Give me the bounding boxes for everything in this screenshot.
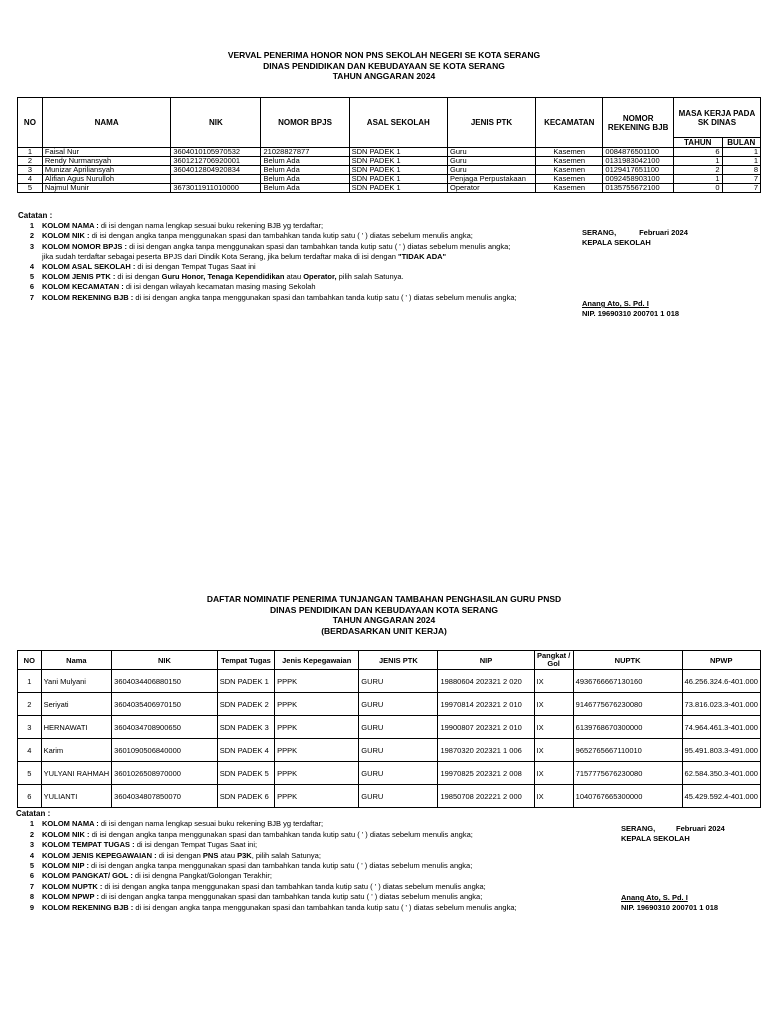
- cell-nik: 3601212706920001: [171, 157, 261, 166]
- cell-pangkat: IX: [534, 739, 573, 762]
- cell-nik: 3604034807850070: [112, 785, 218, 808]
- header-tahun: TAHUN: [673, 138, 722, 148]
- cell-tempat: SDN PADEK 4: [217, 739, 274, 762]
- cell-no: 5: [18, 762, 42, 785]
- cell-nik: 3604010105970532: [171, 148, 261, 157]
- cell-tempat: SDN PADEK 5: [217, 762, 274, 785]
- cell-kecamatan: Kasemen: [536, 184, 603, 193]
- header-pangkat: Pangkat / Gol: [534, 651, 573, 670]
- sign-nip: NIP. 19690310 200701 1 018: [582, 309, 680, 318]
- cell-nuptk: 4936766667130160: [573, 670, 682, 693]
- cell-rekening: 0084876501100: [603, 148, 673, 157]
- header-nip: NIP: [438, 651, 534, 670]
- cell-nama: YULIANTI: [41, 785, 112, 808]
- cell-ptk: Guru: [448, 157, 536, 166]
- doc2-notes: [18, 809, 578, 913]
- cell-npwp: 62.584.350.3-401.000: [682, 762, 760, 785]
- table-row: [18, 166, 761, 175]
- table-row: [18, 693, 761, 716]
- doc1-title-line: TAHUN ANGGARAN 2024: [332, 71, 436, 81]
- doc2-title-line: DAFTAR NOMINATIF PENERIMA TUNJANGAN TAMBAHAN PENGHASILAN GURU PNSD: [206, 594, 562, 604]
- header-nama: NAMA: [42, 98, 170, 148]
- sign-role: KEPALA SEKOLAH: [582, 238, 651, 247]
- cell-bulan: 7: [722, 184, 760, 193]
- doc1-table: [17, 97, 761, 193]
- doc1-title: [0, 50, 768, 82]
- cell-no: 1: [18, 148, 43, 157]
- cell-pangkat: IX: [534, 785, 573, 808]
- note-continuation: jika sudah terdaftar sebagai peserta BPJS dari Dindik Kota Serang, jika belum terdaftar maka di isi dengan "TIDAK ADA": [42, 251, 447, 261]
- cell-nuptk: 9146775676230080: [573, 693, 682, 716]
- cell-sekolah: SDN PADEK 1: [349, 157, 447, 166]
- cell-nuptk: 1040767665300000: [573, 785, 682, 808]
- cell-nama: Karim: [41, 739, 112, 762]
- header-nuptk: NUPTK: [573, 651, 682, 670]
- note-item: 5 KOLOM JENIS PTK : di isi dengan Guru Honor, Tenaga Kependidikan atau Operator, pilih salah Satunya.: [29, 272, 404, 282]
- cell-nuptk: 7157775676230080: [573, 762, 682, 785]
- cell-nip: 19900807 202321 2 010: [438, 716, 534, 739]
- cell-tempat: SDN PADEK 2: [217, 693, 274, 716]
- cell-pangkat: IX: [534, 670, 573, 693]
- cell-no: 3: [18, 166, 43, 175]
- doc2-title-line: TAHUN ANGGARAN 2024: [332, 615, 436, 625]
- cell-tahun: 6: [673, 148, 722, 157]
- cell-nuptk: 6139768670300000: [573, 716, 682, 739]
- cell-bpjs: Belum Ada: [261, 157, 349, 166]
- notes-title: Catatan :: [16, 809, 51, 818]
- note-item: 7 KOLOM REKENING BJB : di isi dengan angka tanpa menggunakan spasi dan tambahkan tanda kutip satu ( ' ) diatas sebelum menulis angka;: [29, 292, 517, 302]
- cell-pangkat: IX: [534, 762, 573, 785]
- note-item: 6 KOLOM PANGKAT/ GOL : di isi dengna Pangkat/Golongan Terakhir;: [29, 871, 272, 881]
- cell-jenis: PPPK: [275, 670, 359, 693]
- cell-nuptk: 9652765667110010: [573, 739, 682, 762]
- cell-bpjs: Belum Ada: [261, 175, 349, 184]
- cell-rekening: 0092458903100: [603, 175, 673, 184]
- cell-bulan: 8: [722, 166, 760, 175]
- cell-nama: Yani Mulyani: [41, 670, 112, 693]
- doc1-signature-name: [582, 299, 679, 319]
- cell-nik: [171, 175, 261, 184]
- cell-kecamatan: Kasemen: [536, 157, 603, 166]
- note-item: 5 KOLOM NIP : di isi dengan angka tanpa menggunakan spasi dan tambahkan tanda kutip satu ( ' ) diatas sebelum menulis angka;: [29, 861, 473, 871]
- header-bulan: BULAN: [722, 138, 760, 148]
- cell-nama: Seriyati: [41, 693, 112, 716]
- cell-nip: 19970825 202321 2 008: [438, 762, 534, 785]
- doc1-notes: [18, 211, 578, 303]
- cell-nama: HERNAWATI: [41, 716, 112, 739]
- note-item: 3 KOLOM TEMPAT TUGAS : di isi dengan Tempat Tugas Saat ini;: [29, 840, 258, 850]
- cell-bpjs: Belum Ada: [261, 166, 349, 175]
- doc2-title: [0, 594, 768, 636]
- header-npwp: NPWP: [682, 651, 760, 670]
- cell-nama: Najmul Munir: [42, 184, 170, 193]
- header-jenis-kepegawaian: Jenis Kepegawaian: [275, 651, 359, 670]
- table-row: [18, 175, 761, 184]
- cell-rekening: 0135755672100: [603, 184, 673, 193]
- cell-sekolah: SDN PADEK 1: [349, 175, 447, 184]
- header-jenis-ptk: JENIS PTK: [448, 98, 536, 148]
- cell-tahun: 2: [673, 166, 722, 175]
- cell-nip: 19880604 202321 2 020: [438, 670, 534, 693]
- cell-bulan: 1: [722, 157, 760, 166]
- cell-sekolah: SDN PADEK 1: [349, 148, 447, 157]
- table-row: [18, 148, 761, 157]
- cell-kecamatan: Kasemen: [536, 175, 603, 184]
- note-item: 7 KOLOM NUPTK : di isi dengan angka tanpa menggunakan spasi dan tambahkan tanda kutip satu ( ' ) diatas sebelum menulis angka;: [29, 881, 486, 891]
- cell-tahun: 1: [673, 157, 722, 166]
- table-row: [18, 739, 761, 762]
- cell-nik: 3673011911010000: [171, 184, 261, 193]
- cell-tempat: SDN PADEK 1: [217, 670, 274, 693]
- cell-jenis: PPPK: [275, 785, 359, 808]
- cell-nama: YULYANI RAHMAH: [41, 762, 112, 785]
- cell-ptk: GURU: [359, 670, 438, 693]
- cell-tempat: SDN PADEK 3: [217, 716, 274, 739]
- header-bpjs: NOMOR BPJS: [261, 98, 349, 148]
- note-item: 8 KOLOM NPWP : di isi dengan angka tanpa menggunakan spasi dan tambahkan tanda kutip satu ( ' ) diatas sebelum menulis angka;: [29, 892, 483, 902]
- cell-ptk: Operator: [448, 184, 536, 193]
- cell-no: 4: [18, 175, 43, 184]
- cell-nik: 3604034708900650: [112, 716, 218, 739]
- note-item: 6 KOLOM KECAMATAN : di isi dengan wilayah kecamatan masing masing Sekolah: [29, 282, 316, 292]
- cell-nama: Alifian Agus Nurulloh: [42, 175, 170, 184]
- table-row: [18, 785, 761, 808]
- header-nik: NIK: [112, 651, 218, 670]
- cell-jenis: PPPK: [275, 762, 359, 785]
- cell-nama: Faisal Nur: [42, 148, 170, 157]
- cell-nik: 3604035406970150: [112, 693, 218, 716]
- header-masa-kerja: MASA KERJA PADA SK DINAS: [673, 98, 760, 138]
- cell-sekolah: SDN PADEK 1: [349, 184, 447, 193]
- table-row: [18, 157, 761, 166]
- cell-nip: 19870320 202321 1 006: [438, 739, 534, 762]
- cell-nik: 3604012804920834: [171, 166, 261, 175]
- cell-sekolah: SDN PADEK 1: [349, 166, 447, 175]
- cell-no: 5: [18, 184, 43, 193]
- sign-role: KEPALA SEKOLAH: [621, 834, 690, 843]
- cell-rekening: 0131983042100: [603, 157, 673, 166]
- cell-rekening: 0129417651100: [603, 166, 673, 175]
- cell-no: 1: [18, 670, 42, 693]
- cell-ptk: GURU: [359, 716, 438, 739]
- cell-bulan: 7: [722, 175, 760, 184]
- doc2-title-line: (BERDASARKAN UNIT KERJA): [321, 625, 447, 636]
- cell-nik: 3601026508970000: [112, 762, 218, 785]
- header-jenis-ptk: JENIS PTK: [359, 651, 438, 670]
- cell-npwp: 45.429.592.4-401.000: [682, 785, 760, 808]
- cell-no: 2: [18, 693, 42, 716]
- doc2-signature-name: [621, 893, 718, 913]
- cell-tahun: 1: [673, 175, 722, 184]
- header-sekolah: ASAL SEKOLAH: [349, 98, 447, 148]
- cell-ptk: GURU: [359, 785, 438, 808]
- doc2-title-line: DINAS PENDIDIKAN DAN KEBUDAYAAN KOTA SERANG: [270, 604, 498, 615]
- cell-npwp: 73.816.023.3-401.000: [682, 693, 760, 716]
- cell-no: 2: [18, 157, 43, 166]
- cell-jenis: PPPK: [275, 716, 359, 739]
- cell-ptk: Penjaga Perpustakaan: [448, 175, 536, 184]
- header-kecamatan: KECAMATAN: [536, 98, 603, 148]
- sign-name: Anang Ato, S. Pd. I: [582, 299, 649, 308]
- sign-nip: NIP. 19690310 200701 1 018: [621, 903, 719, 912]
- header-no: NO: [18, 98, 43, 148]
- table-row: [18, 184, 761, 193]
- cell-tahun: 0: [673, 184, 722, 193]
- sign-place: SERANG, Februari 2024: [621, 824, 725, 833]
- doc1-title-line: VERVAL PENERIMA HONOR NON PNS SEKOLAH NEGERI SE KOTA SERANG: [227, 50, 541, 60]
- table-row: [18, 670, 761, 693]
- cell-jenis: PPPK: [275, 693, 359, 716]
- note-item: 2 KOLOM NIK : di isi dengan angka tanpa menggunakan spasi dan tambahkan tanda kutip satu ( ' ) diatas sebelum menulis angka;: [29, 231, 473, 241]
- doc1-title-line: DINAS PENDIDIKAN DAN KEBUDAYAAN SE KOTA SERANG: [263, 60, 505, 71]
- cell-bpjs: Belum Ada: [261, 184, 349, 193]
- cell-kecamatan: Kasemen: [536, 166, 603, 175]
- note-item: 9 KOLOM REKENING BJB : di isi dengan angka tanpa menggunakan spasi dan tambahkan tanda kutip satu ( ' ) diatas sebelum menulis angka;: [29, 902, 517, 912]
- cell-no: 6: [18, 785, 42, 808]
- cell-npwp: 46.256.324.6-401.000: [682, 670, 760, 693]
- cell-ptk: GURU: [359, 693, 438, 716]
- note-item: 1 KOLOM NAMA : di isi dengan nama lengkap sesuai buku rekening BJB yg terdaftar;: [29, 221, 324, 231]
- note-item: 4 KOLOM JENIS KEPEGAWAIAN : di isi dengan PNS atau P3K, pilih salah Satunya;: [29, 850, 321, 860]
- note-item: 2 KOLOM NIK : di isi dengan angka tanpa menggunakan spasi dan tambahkan tanda kutip satu ( ' ) diatas sebelum menulis angka;: [29, 829, 473, 839]
- cell-pangkat: IX: [534, 716, 573, 739]
- cell-nik: 3601090506840000: [112, 739, 218, 762]
- cell-nama: Munizar Apriliansyah: [42, 166, 170, 175]
- header-rekening: NOMOR REKENING BJB: [603, 98, 673, 148]
- cell-bulan: 1: [722, 148, 760, 157]
- header-no: NO: [18, 651, 42, 670]
- note-item: 1 KOLOM NAMA : di isi dengan nama lengkap sesuai buku rekening BJB yg terdaftar;: [29, 819, 324, 829]
- cell-pangkat: IX: [534, 693, 573, 716]
- cell-tempat: SDN PADEK 6: [217, 785, 274, 808]
- note-item: 3 KOLOM NOMOR BPJS : di isi dengan angka tanpa menggunakan spasi dan tambahkan tanda kutip satu ( ' ) diatas sebelum menulis angka;: [29, 241, 511, 251]
- cell-ptk: Guru: [448, 166, 536, 175]
- note-item: 4 KOLOM ASAL SEKOLAH : di isi dengan Tempat Tugas Saat ini: [29, 262, 256, 272]
- cell-no: 4: [18, 739, 42, 762]
- sign-name: Anang Ato, S. Pd. I: [621, 893, 688, 902]
- cell-ptk: GURU: [359, 762, 438, 785]
- cell-nik: 3604034406880150: [112, 670, 218, 693]
- cell-ptk: Guru: [448, 148, 536, 157]
- sign-place: SERANG, Februari 2024: [582, 228, 688, 237]
- notes-title: Catatan :: [18, 211, 53, 220]
- header-nama: Nama: [41, 651, 112, 670]
- cell-ptk: GURU: [359, 739, 438, 762]
- doc1-signature-place: [582, 228, 688, 248]
- cell-nama: Rendy Nurmansyah: [42, 157, 170, 166]
- cell-nip: 19970814 202321 2 010: [438, 693, 534, 716]
- doc2-signature-place: [621, 824, 725, 844]
- cell-no: 3: [18, 716, 42, 739]
- header-tempat-tugas: Tempat Tugas: [217, 651, 274, 670]
- doc2-table: [17, 650, 761, 808]
- cell-jenis: PPPK: [275, 739, 359, 762]
- table-row: [18, 762, 761, 785]
- cell-npwp: 74.964.461.3-401.000: [682, 716, 760, 739]
- cell-npwp: 95.491.803.3-491.000: [682, 739, 760, 762]
- table-row: [18, 716, 761, 739]
- cell-nip: 19850708 202221 2 000: [438, 785, 534, 808]
- cell-kecamatan: Kasemen: [536, 148, 603, 157]
- cell-bpjs: 21028827877: [261, 148, 349, 157]
- header-nik: NIK: [171, 98, 261, 148]
